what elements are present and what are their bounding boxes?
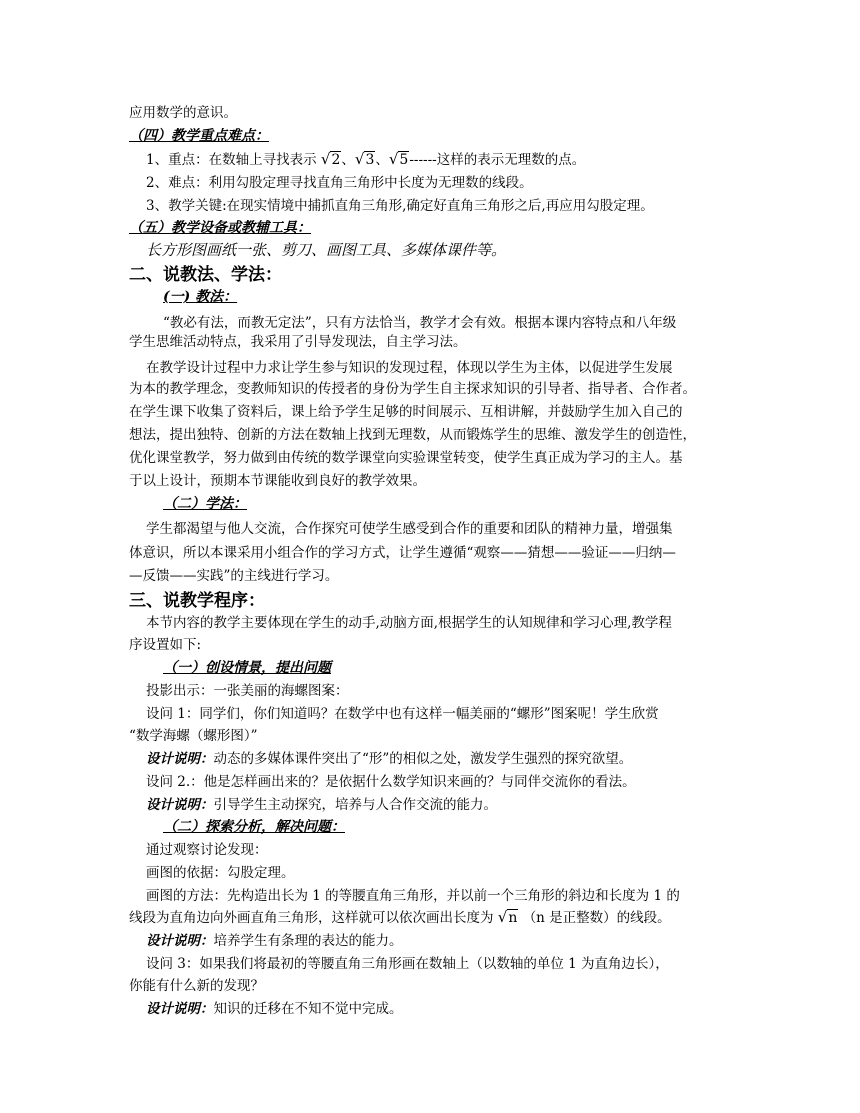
design-note-line	[146, 932, 403, 950]
section-heading-tools: （五）教学设备或教辅工具：	[129, 220, 311, 236]
heading-program: 三、说教学程序：	[129, 591, 265, 611]
paragraph-line: 想法，提出独特、创新的方法在数轴上找到无理数，从而锻炼学生的思维、激发学生的创造性，	[129, 427, 696, 443]
paragraph-line: 设问 1：同学们，你们知道吗？在数学中也有这样一幅美丽的“螺形”图案呢！学生欣赏	[146, 706, 659, 722]
design-note-line	[146, 796, 497, 814]
paragraph-line: 学生思维活动特点，我采用了引导发现法，自主学习法。	[129, 334, 467, 350]
paragraph-line	[129, 908, 671, 927]
separator: 、	[375, 152, 389, 168]
paragraph-line: 在教学设计过程中力求让学生参与知识的发现过程，体现以学生为主体，以促进学生发展	[146, 360, 673, 376]
paragraph-line: 画图的依据：勾股定理。	[146, 865, 295, 881]
paragraph-line: 序设置如下:	[129, 637, 202, 653]
sqrt-5-arg: 5	[399, 152, 409, 168]
paragraph-line: 学生都渴望与他人交流，合作探究可使学生感受到合作的重要和团队的精神力量，增强集	[146, 521, 673, 537]
design-note-label: 设计说明：	[146, 933, 214, 949]
sqrt-n: √n	[497, 908, 518, 926]
design-note-text: 知识的迁移在不知不觉中完成。	[213, 1001, 403, 1017]
paragraph-line: 应用数学的意识。	[129, 105, 237, 121]
design-note-label: 设计说明：	[146, 797, 214, 813]
stage-heading-explore: （二）探索分析，解决问题：	[163, 819, 345, 835]
method-text-end: （n 是正整数）的线段。	[522, 910, 671, 926]
sqrt-n-arg: n	[508, 910, 518, 926]
paragraph-line: 在学生课下收集了资料后，课上给予学生足够的时间展示、互相讲解，并鼓励学生加入自己的	[129, 404, 683, 420]
separator: 、	[341, 152, 355, 168]
method-text: 线段为直角边向外画直角三角形，这样就可以依次画出长度为	[129, 910, 494, 926]
difficulty-line: 2、难点：利用勾股定理寻找直角三角形中长度为无理数的线段。	[146, 175, 533, 191]
sub-heading-learning: （二）学法：	[163, 496, 247, 512]
stage-heading-create-scene: （一）创设情景，提出问题	[163, 660, 331, 676]
sqrt-2: √2	[320, 150, 341, 168]
key-point-line	[146, 150, 585, 169]
paragraph-line: 为本的教学理念，变教师知识的传授者的身份为学生自主探求知识的引导者、指导者、合作者。	[129, 381, 696, 397]
paragraph-line: 画图的方法：先构造出长为 1 的等腰直角三角形，并以前一个三角形的斜边和长度为 1 的	[146, 888, 680, 904]
paragraph-line: 设问 3：如果我们将最初的等腰直角三角形画在数轴上（以数轴的单位 1 为直角边长），	[146, 956, 669, 972]
paragraph-line: 于以上设计，预期本节课能收到良好的教学效果。	[129, 473, 426, 489]
design-note-text: 引导学生主动探究，培养与人合作交流的能力。	[213, 797, 497, 813]
sqrt-3: √3	[354, 150, 375, 168]
paragraph-line: 优化课堂教学，努力做到由传统的数学课堂向实验课堂转变，使学生真正成为学习的主人。基	[129, 450, 683, 466]
paragraph-line: 投影出示：一张美丽的海螺图案：	[146, 683, 349, 699]
paragraph-line: 你能有什么新的发现？	[129, 978, 264, 994]
paragraph-line: 本节内容的教学主要体现在学生的动手,动脑方面,根据学生的认知规律和学习心理,教学程	[146, 615, 672, 631]
key-point-text: 1、重点：在数轴上寻找表示	[146, 152, 317, 168]
design-note-label: 设计说明：	[146, 1001, 214, 1017]
design-note-text: 培养学生有条理的表达的能力。	[213, 933, 403, 949]
key-point-text-end: ------这样的表示无理数的点。	[409, 152, 586, 168]
sqrt-3-arg: 3	[365, 152, 375, 168]
tools-line: 长方形图画纸一张、剪刀、画图工具、多媒体课件等。	[146, 241, 507, 259]
design-note-text: 动态的多媒体课件突出了“形”的相似之处，激发学生强烈的探究欲望。	[213, 751, 633, 767]
paragraph-line: 体意识，所以本课采用小组合作的学习方式，让学生遵循“观察——猜想——验证——归纳—	[129, 545, 676, 561]
design-note-label: 设计说明：	[146, 751, 214, 767]
sqrt-2-arg: 2	[331, 152, 341, 168]
paragraph-line: 通过观察讨论发现：	[146, 842, 268, 858]
section-heading-key-points: （四）教学重点难点：	[129, 128, 269, 144]
paragraph-line: “教必有法，而教无定法”，只有方法恰当，教学才会有效。根据本课内容特点和八年级	[163, 315, 677, 331]
design-note-line	[146, 750, 632, 768]
sub-heading-teaching: (一) 教法：	[163, 289, 238, 305]
design-note-line	[146, 1000, 403, 1018]
paragraph-line: —反馈——实践”的主线进行学习。	[129, 568, 339, 584]
heading-methods: 二、说教法、学法：	[129, 265, 282, 285]
paragraph-line: “数学海螺（螺形图）”	[129, 728, 258, 744]
sqrt-5: √5	[388, 150, 409, 168]
crux-line: 3、教学关键:在现实情境中捕抓直角三角形,确定好直角三角形之后,再应用勾股定理。	[146, 198, 654, 214]
paragraph-line: 设问 2.：他是怎样画出来的？是依据什么数学知识来画的？与同伴交流你的看法。	[146, 774, 636, 790]
